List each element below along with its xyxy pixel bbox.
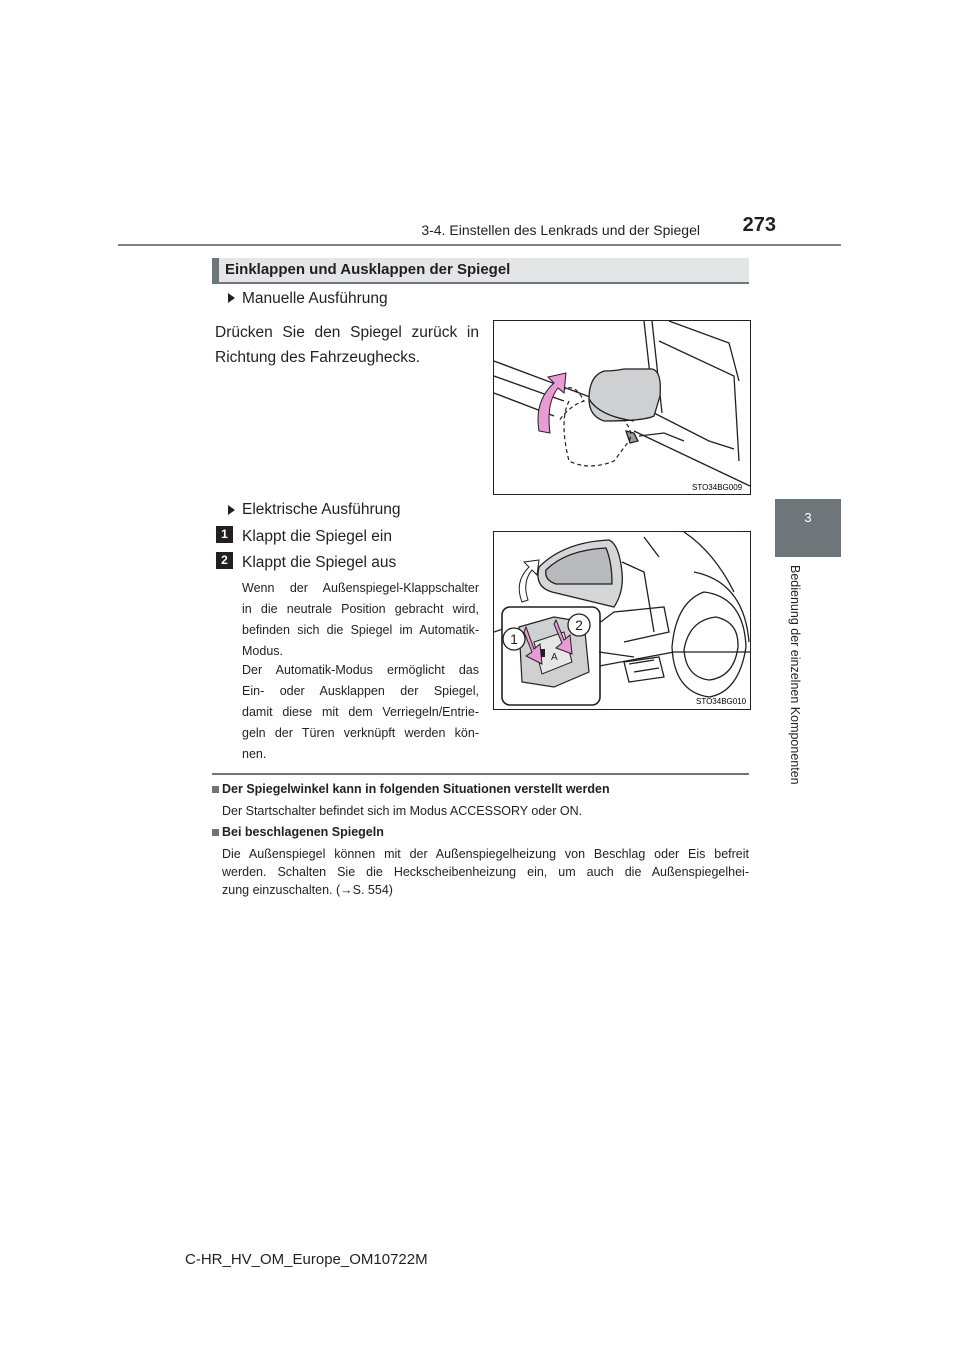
header-title: 3-4. Einstellen des Lenkrads und der Spiegel: [421, 222, 700, 238]
callout-number: 1: [510, 631, 518, 647]
chapter-tab: [775, 499, 841, 557]
note-square-icon: [212, 786, 219, 793]
electric-switch-illustration: [494, 532, 750, 709]
chapter-number: 3: [804, 510, 812, 525]
step-number-badge: 2: [216, 552, 233, 569]
figure-manual-mirror: [493, 320, 751, 495]
manual-mirror-illustration: [494, 321, 750, 494]
chapter-label: Bedienung der einzelnen Komponenten: [788, 565, 802, 785]
footer-document-code: C-HR_HV_OM_Europe_OM10722M: [185, 1251, 428, 1268]
text-line: Die Außenspiegel können mit der Außenspiegelheizung von Beschlag oder Eis befreit: [222, 847, 749, 861]
electric-item1: Klappt die Spiegel ein: [242, 528, 392, 545]
bullet-triangle-icon: [228, 293, 235, 303]
notes-divider: [212, 773, 749, 775]
manual-heading: Manuelle Ausführung: [242, 290, 388, 307]
electric-paragraph-2: [242, 660, 479, 765]
figure-code-label: STO34BG009: [692, 483, 743, 492]
bullet-triangle-icon: [228, 505, 235, 515]
callout-number: 2: [575, 617, 583, 633]
text-line: in die neutrale Position gebracht wird,: [242, 602, 479, 616]
manual-instruction-line1: Drücken Sie den Spiegel zurück in: [215, 324, 479, 341]
electric-paragraph-1: [242, 578, 479, 662]
text-line: damit diese mit dem Verriegeln/Entrie-: [242, 705, 479, 719]
note-square-icon: [212, 829, 219, 836]
figure-code-label: STO34BG010: [696, 697, 747, 706]
electric-heading: Elektrische Ausführung: [242, 501, 401, 518]
page-number: 273: [742, 214, 776, 236]
chapter-label-wrap: [776, 565, 816, 815]
switch-letter-label: A: [551, 652, 558, 663]
text-line: befinden sich die Spiegel im Automatik-: [242, 623, 479, 637]
text-line: werden. Schalten Sie die Heckscheibenheizung ein, um auch die Außenspiegelhei-: [222, 865, 749, 879]
figure-electric-switch: [493, 531, 751, 710]
note-title-1: Der Spiegelwinkel kann in folgenden Situationen verstellt werden: [222, 782, 610, 796]
section-title: Einklappen und Ausklappen der Spiegel: [225, 261, 511, 278]
note-text-2: [222, 845, 749, 899]
electric-item2: Klappt die Spiegel aus: [242, 554, 397, 571]
text-line: Ein- oder Ausklappen der Spiegel,: [242, 684, 479, 698]
note-text-1: [222, 802, 749, 820]
text-line: zung einzuschalten. (→S. 554): [222, 883, 393, 897]
note-title-2: Bei beschlagenen Spiegeln: [222, 825, 384, 839]
header-divider: [118, 244, 841, 246]
text-line: Wenn der Außenspiegel-Klappschalter: [242, 581, 479, 595]
text-line: Der Automatik-Modus ermöglicht das: [242, 663, 479, 677]
manual-instruction-line2: Richtung des Fahrzeughecks.: [215, 349, 421, 366]
text-line: Modus.: [242, 644, 283, 658]
text-line: geln der Türen verknüpft werden kön-: [242, 726, 479, 740]
text-line: nen.: [242, 747, 267, 761]
step-number-badge: 1: [216, 526, 233, 543]
text-line: Der Startschalter befindet sich im Modus ACCESSORY oder ON.: [222, 804, 583, 818]
section-heading-marker: [212, 258, 219, 284]
